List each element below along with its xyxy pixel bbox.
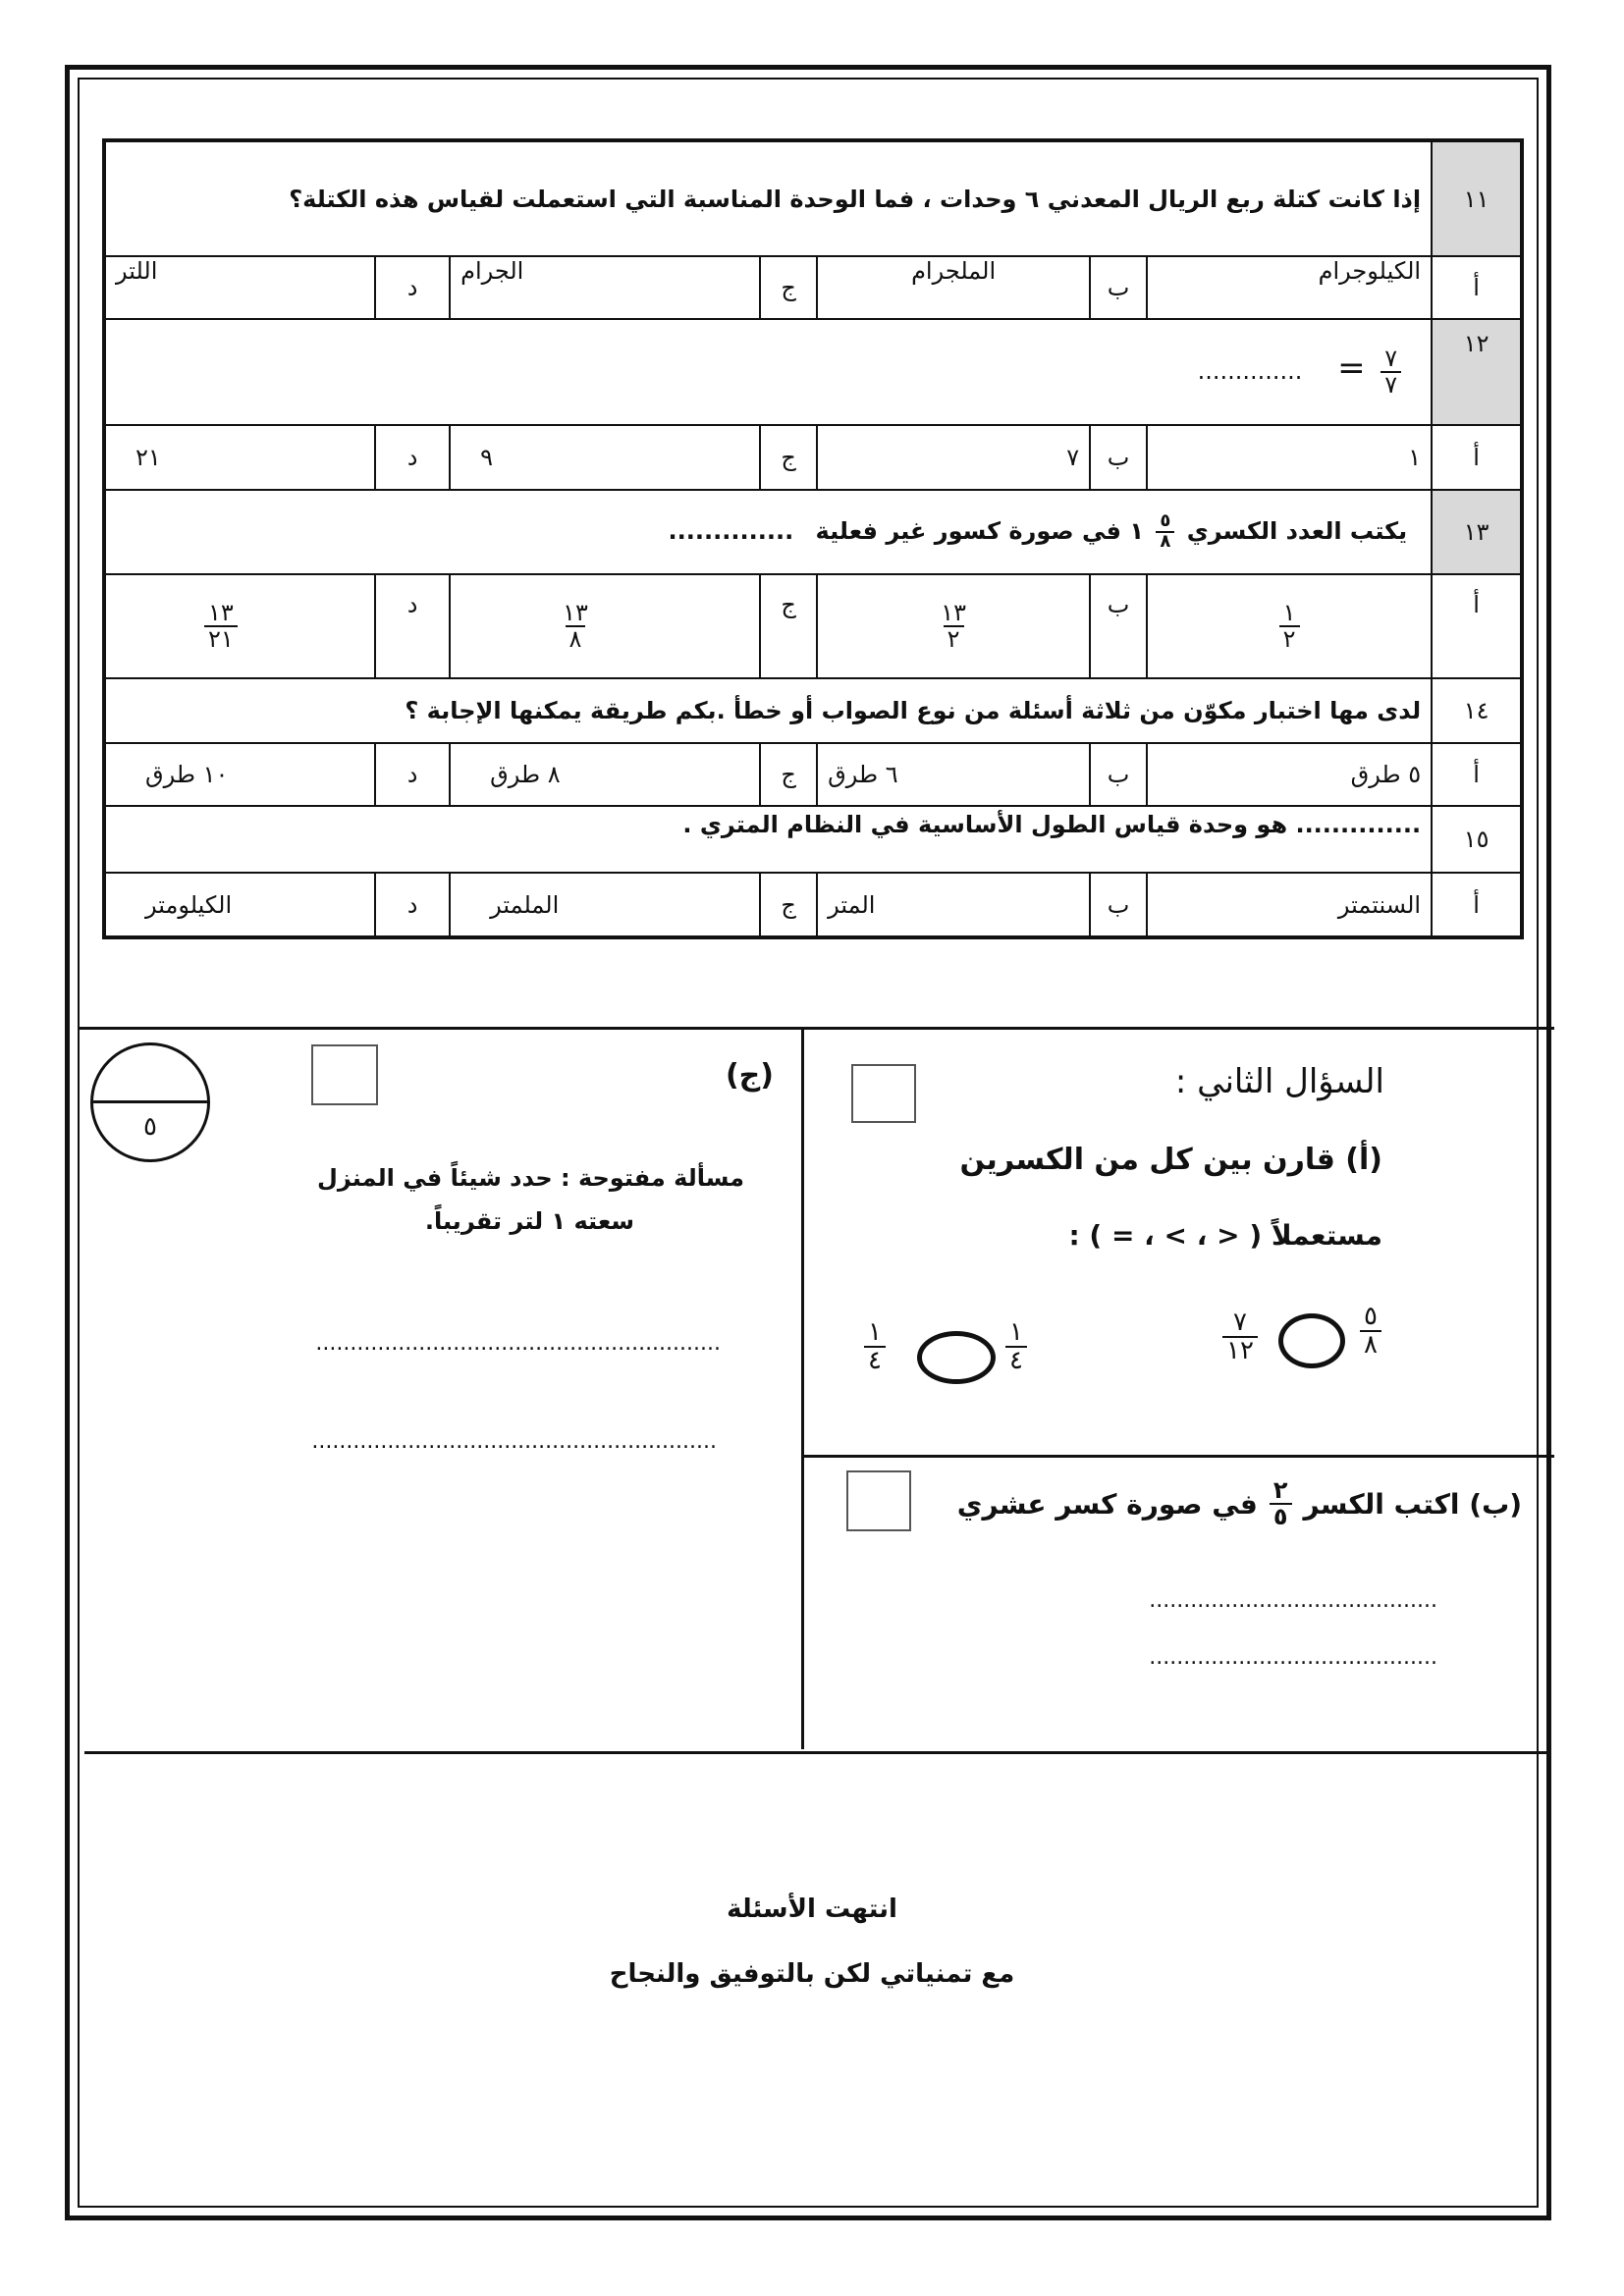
score-circle-divider (93, 1100, 207, 1103)
option-b[interactable]: ٧ (817, 425, 1090, 490)
option-label: أ (1432, 425, 1522, 490)
option-label: ج (760, 425, 817, 490)
score-circle (90, 1042, 210, 1162)
answer-blank[interactable]: .............. (668, 517, 794, 545)
compare-answer-oval[interactable] (917, 1331, 996, 1384)
options-row-12 (104, 425, 1522, 490)
compare-right-fraction: $\frac{٧}{١٢}$ (1222, 1309, 1258, 1365)
option-a[interactable]: الكيلوجرام (1147, 256, 1432, 319)
part-c-answer-line[interactable]: ........................................................... (311, 1429, 717, 1454)
question-number: ١٥ (1432, 806, 1522, 873)
option-d[interactable]: ٢١ (104, 425, 375, 490)
mixed-fraction: $\frac{٥}{٨}$ (1156, 512, 1174, 552)
compare-answer-oval[interactable] (1278, 1313, 1345, 1368)
part-c-question: مسألة مفتوحة : حدد شيئاً في المنزل (317, 1164, 744, 1192)
part-c-question-cont: سعته ١ لتر تقريباً. (424, 1207, 634, 1235)
option-label: ب (1090, 256, 1147, 319)
question-row-13 (104, 490, 1522, 574)
answer-blank[interactable]: .............. (1197, 357, 1303, 385)
option-label: ج (760, 256, 817, 319)
option-d[interactable] (104, 574, 375, 678)
footer-divider (84, 1751, 1547, 1754)
option-label: ب (1090, 873, 1147, 937)
score-box-b[interactable] (846, 1470, 911, 1531)
score-box-c[interactable] (311, 1044, 378, 1105)
option-label: ب (1090, 425, 1147, 490)
option-label: ج (760, 743, 817, 806)
question-row-15 (104, 806, 1522, 873)
question-row-14 (104, 678, 1522, 743)
fraction: $\frac{١٣}{٢١}$ (204, 601, 238, 652)
part-c-answer-line[interactable]: ........................................................... (315, 1331, 721, 1356)
part-b-answer-line[interactable]: .......................................... (1149, 1588, 1437, 1613)
option-d[interactable]: الكيلومتر (104, 873, 375, 937)
option-b[interactable]: المتر (817, 873, 1090, 937)
option-label: أ (1432, 574, 1522, 678)
option-label: ب (1090, 743, 1147, 806)
option-label: د (375, 256, 450, 319)
option-c[interactable] (450, 574, 760, 678)
part-b-instruction: (ب) اكتب الكسر $\frac{٢}{٥}$ في صورة كسر عشري (956, 1476, 1522, 1531)
question-number: ١٢ (1432, 319, 1522, 425)
option-c[interactable]: الجرام (450, 256, 760, 319)
option-label: ج (760, 574, 817, 678)
compare-left-fraction: $\frac{١}{٤}$ (1005, 1319, 1027, 1375)
option-b[interactable]: الملجرام (817, 256, 1090, 319)
option-d[interactable]: اللتر (104, 256, 375, 319)
question-text: .............. هو وحدة قياس الطول الأساسية في النظام المتري . (104, 806, 1432, 873)
option-label: د (375, 743, 450, 806)
fraction: $\frac{١٣}{٢}$ (941, 598, 966, 653)
option-a[interactable]: ٥ طرق (1147, 743, 1432, 806)
option-a[interactable]: السنتمتر (1147, 873, 1432, 937)
part-b-answer-line[interactable]: .......................................... (1149, 1645, 1437, 1670)
question-number: ١٤ (1432, 678, 1522, 743)
fraction: $\frac{١٣}{٨}$ (563, 598, 588, 653)
option-d[interactable]: ١٠ طرق (104, 743, 375, 806)
option-label: أ (1432, 743, 1522, 806)
options-row-14 (104, 743, 1522, 806)
question-text: يكتب العدد الكسري $\frac{٥}{٨}$ ١ في صورة كسور غير فعلية .............. (104, 490, 1432, 574)
compare-left-fraction: $\frac{٥}{٨}$ (1360, 1304, 1381, 1360)
part-c-label: (ج) (725, 1058, 774, 1093)
closing-wishes: مع تمنياتي لكن بالتوفيق والنجاح (609, 1959, 1015, 1989)
question-row-12 (104, 319, 1522, 425)
option-b[interactable] (817, 574, 1090, 678)
options-row-13 (104, 574, 1522, 678)
part-a-symbols: مستعملاً ( < ، > ، = ) : (1068, 1219, 1382, 1252)
option-label: أ (1432, 873, 1522, 937)
option-a[interactable]: ١ (1147, 425, 1432, 490)
option-b[interactable]: ٦ طرق (817, 743, 1090, 806)
option-c[interactable]: ٨ طرق (450, 743, 760, 806)
option-label: ج (760, 873, 817, 937)
question-text: إذا كانت كتلة ربع الريال المعدني ٦ وحدات ، فما الوحدة المناسبة التي استعملت لقياس هذه الكتلة؟ (104, 140, 1432, 256)
second-question-title: السؤال الثاني : (1174, 1062, 1384, 1101)
option-c[interactable]: الملمتر (450, 873, 760, 937)
option-label: د (375, 574, 450, 678)
question-number: ١١ (1432, 140, 1522, 256)
question-number: ١٣ (1432, 490, 1522, 574)
subsection-divider (801, 1455, 1554, 1458)
option-a[interactable] (1147, 574, 1432, 678)
mcq-table (102, 138, 1524, 939)
option-label: د (375, 873, 450, 937)
section-divider (78, 1027, 1554, 1030)
column-divider (801, 1027, 804, 1749)
fraction: $\frac{١}{٢}$ (1279, 601, 1300, 652)
score-total: ٥ (143, 1112, 157, 1142)
compare-right-fraction: $\frac{١}{٤}$ (864, 1319, 886, 1375)
part-a-instruction: (أ) قارن بين كل من الكسرين (959, 1143, 1382, 1177)
fraction: $\frac{٢}{٥}$ (1270, 1478, 1292, 1529)
options-row-11 (104, 256, 1522, 319)
fraction: $\frac{٧}{٧}$ (1380, 347, 1401, 398)
question-text: لدى مها اختبار مكوّن من ثلاثة أسئلة من نوع الصواب أو خطأ .بكم طريقة يمكنها الإجابة ؟ (104, 678, 1432, 743)
option-c[interactable]: ٩ (450, 425, 760, 490)
option-label: د (375, 425, 450, 490)
score-box-a[interactable] (851, 1064, 916, 1123)
options-row-15 (104, 873, 1522, 937)
end-of-questions: انتهت الأسئلة (727, 1895, 897, 1924)
question-text: $\frac{٧}{٧}$ = .............. (104, 319, 1432, 425)
option-label: ب (1090, 574, 1147, 678)
question-row-11 (104, 140, 1522, 256)
option-label: أ (1432, 256, 1522, 319)
